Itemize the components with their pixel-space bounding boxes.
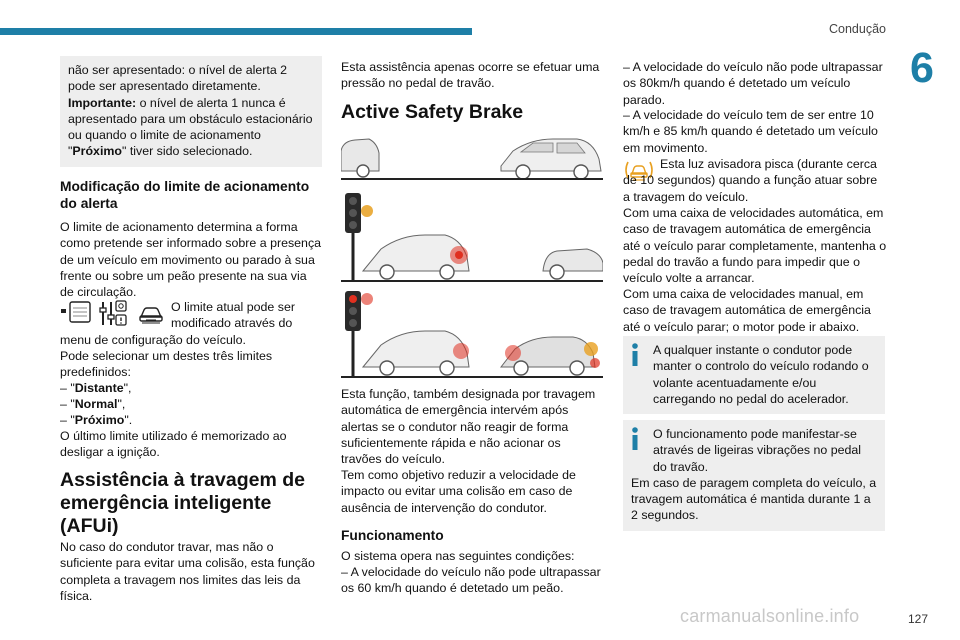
manual-gearbox-text: Com uma caixa de velocidades manual, em caso de travagem automática de emergência até o veículo parar; o motor pode ir abaixo.: [623, 287, 871, 334]
icon-row-text: O limite atual pode ser modificado através do: [171, 300, 295, 331]
condition-pedestrian: – A velocidade do veículo não pode ultrapassar os 60 km/h quando é detetado um peão.: [341, 565, 601, 596]
conditions-intro: O sistema opera nas seguintes condições:: [341, 549, 575, 563]
car-warning-icon: [138, 305, 164, 325]
info-box-vibration: [623, 420, 885, 531]
warning-lamp-text: Esta luz avisadora pisca (durante cerca de 10 segundos) quando a função atuar sobre a travagem do veículo.: [623, 157, 878, 204]
settings-icon-row: [60, 299, 322, 331]
asb-objective: Tem como objetivo reduzir a velocidade de impacto ou evitar uma colisão em caso de ausência de intervenção do condutor.: [341, 468, 576, 515]
info-control-text: A qualquer instante o condutor pode manter o controlo do veículo rodando o volante acentuadamente e/ou carregando no pedal do acelerador.: [653, 343, 869, 406]
heading-threshold: Modificação do limite de acionamento do alerta: [60, 179, 310, 211]
condition-stopped-vehicle: – A velocidade do veículo não pode ultrapassar os 80km/h quando é detetado um veículo parado.: [623, 60, 883, 107]
screen-menu-icon: [60, 300, 92, 326]
heading-active-safety-brake: Active Safety Brake: [341, 101, 524, 123]
info-box-control: [623, 336, 885, 414]
info-stop-text: Em caso de paragem completa do veículo, a travagem automática é mantida durante 1 a 2 segundos.: [631, 475, 877, 523]
scene-3: [341, 291, 603, 377]
option-distante: – "Distante",: [60, 381, 132, 395]
assist-note: Esta assistência apenas ocorre se efetuar uma pressão no pedal de travão.: [341, 60, 600, 91]
note-important: Importante: o nível de alerta 1 nunca é apresentado para um obstáculo estacionário ou quando o limite de acionamento "Próximo" tiver sido selecionado.: [68, 95, 313, 159]
threshold-intro: O limite de acionamento determina a forma como pretende ser informado sobre a presença de um veículo em movimento ou parado à sua frente ou sobre um peão presente na sua via de circulação.: [60, 220, 322, 300]
page-number: 127: [907, 612, 928, 626]
option-proximo: – "Próximo".: [60, 413, 133, 427]
option-normal: – "Normal",: [60, 397, 126, 411]
header-bar: [0, 28, 472, 35]
select-text: Pode selecionar um destes três limites predefinidos:: [60, 349, 273, 380]
menu-text: menu de configuração do veículo.: [60, 333, 246, 347]
automatic-gearbox-text: Com uma caixa de velocidades automática, em caso de travagem automática de emergência até o veículo parar completamente, mantenha o pedal do travão a fundo para impedir que o veículo volte a arrancar.: [623, 206, 887, 286]
watermark: carmanualsonline.info: [680, 606, 860, 626]
info-icon: [629, 427, 641, 451]
driving-settings-icon: [98, 299, 128, 329]
asb-description: Esta função, também designada por travagem automática de emergência intervém após alertas se o condutor não reagir de forma suficientemente rápida e não acionar os travões do veículo.: [341, 387, 596, 467]
section-title: Condução: [829, 22, 886, 36]
info-icon: [629, 343, 641, 367]
chapter-number: 6: [910, 44, 934, 92]
heading-funcionamento: Funcionamento: [341, 528, 444, 543]
condition-moving-vehicle: – A velocidade do veículo tem de ser entre 10 km/h e 85 km/h quando é detetado um veículo em movimento.: [623, 108, 878, 155]
heading-afui: Assistência à travagem de emergência inteligente (AFUi): [60, 469, 305, 537]
info-vibration-text: O funcionamento pode manifestar-se através de ligeiras vibrações no pedal do travão.: [653, 427, 862, 474]
scene-2: [341, 193, 603, 281]
note-line: não ser apresentado: o nível de alerta 2 pode ser apresentado diretamente.: [68, 63, 288, 94]
safety-brake-illustration: [341, 131, 603, 381]
afui-text: No caso do condutor travar, mas não o suficiente para evitar uma colisão, esta função completa a travagem nos limites das leis da física.: [60, 540, 315, 603]
note-box: [60, 56, 322, 167]
memo-text: O último limite utilizado é memorizado ao desligar a ignição.: [60, 429, 287, 460]
scene-1: [341, 139, 603, 179]
